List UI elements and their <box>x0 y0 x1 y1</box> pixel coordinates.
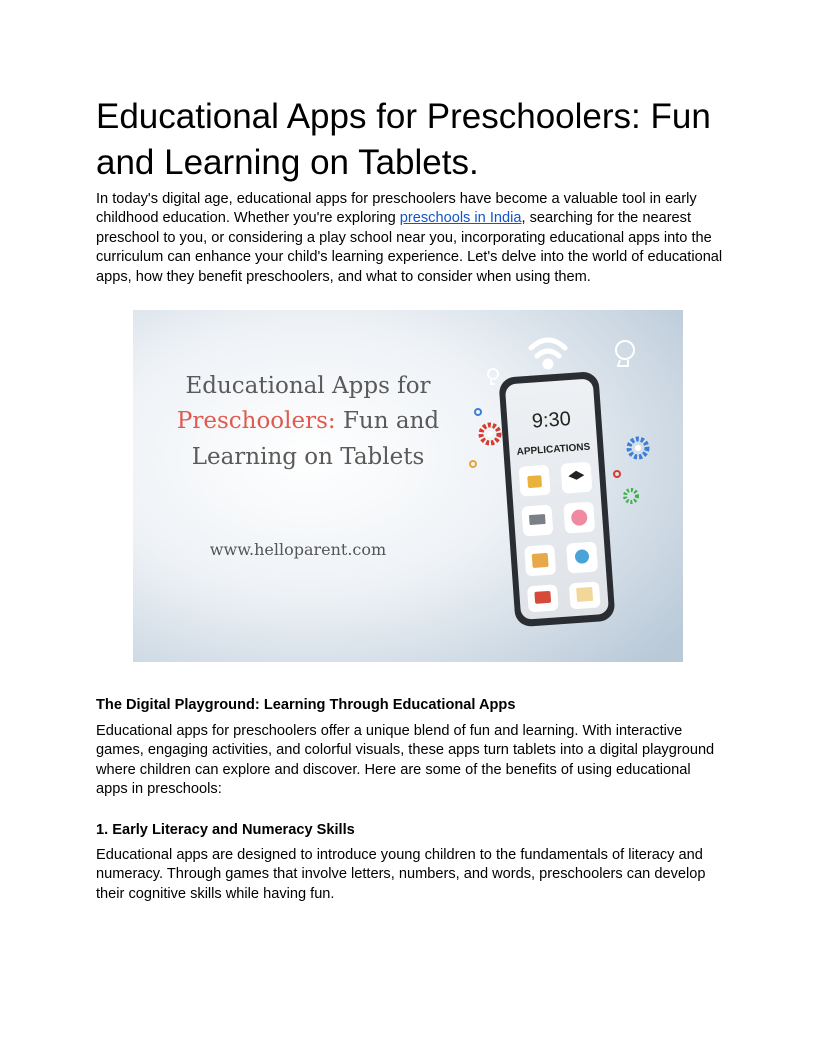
notebook-app-icon <box>576 587 593 602</box>
banner-line-2 <box>177 408 440 434</box>
section-body-digital-playground: Educational apps for preschoolers offer a unique blend of fun and learning. With interactive games, engaging activities, and colorful visuals, these apps turn tablets into a digital playground where children can explore and discover. Here are some of the benefits of using educational apps in preschools: <box>96 723 715 798</box>
laptop-app-icon <box>529 514 546 525</box>
books-app-icon <box>534 591 551 604</box>
banner-highlight: Preschoolers: <box>176 408 336 434</box>
preschools-in-india-link[interactable]: preschools in India <box>399 210 522 227</box>
phone-clock: 9:30 <box>531 408 572 433</box>
phone-applications-label: APPLICATIONS <box>516 441 591 458</box>
calculator-app-icon <box>527 475 542 488</box>
intro-paragraph <box>96 190 726 287</box>
smartphone-illustration <box>498 371 615 627</box>
section-body-literacy-numeracy: Educational apps are designed to introduce young children to the fundamentals of literacy and numeracy. Through games that involve letters, numbers, and words, preschoolers can develop their cognitive skills while having fun. <box>96 847 706 902</box>
intro-text-after: , searching for the nearest preschool to you, or considering a play school near you, incorporating educational apps into the curriculum can enhance your child's learning experience. Let's delve into the world of educational apps, how they benefit preschoolers, and what to consider when using them. <box>96 210 723 285</box>
section-heading-literacy-numeracy: 1. Early Literacy and Numeracy Skills <box>96 822 355 838</box>
folder-app-icon <box>532 553 549 568</box>
banner-line-2-rest: Fun and <box>335 408 440 434</box>
banner-line-1: Educational Apps for <box>185 373 431 399</box>
banner-line-3: Learning on Tablets <box>191 444 425 470</box>
page-title: Educational Apps for Preschoolers: Fun and Learning on Tablets. <box>96 97 711 182</box>
banner-website: www.helloparent.com <box>209 540 387 559</box>
intro-text-before: In today's digital age, educational apps for preschoolers have become a valuable tool in early childhood education. Whether you're exploring <box>96 191 697 227</box>
hero-banner-image <box>133 310 683 662</box>
section-heading-digital-playground: The Digital Playground: Learning Through Educational Apps <box>96 697 516 713</box>
